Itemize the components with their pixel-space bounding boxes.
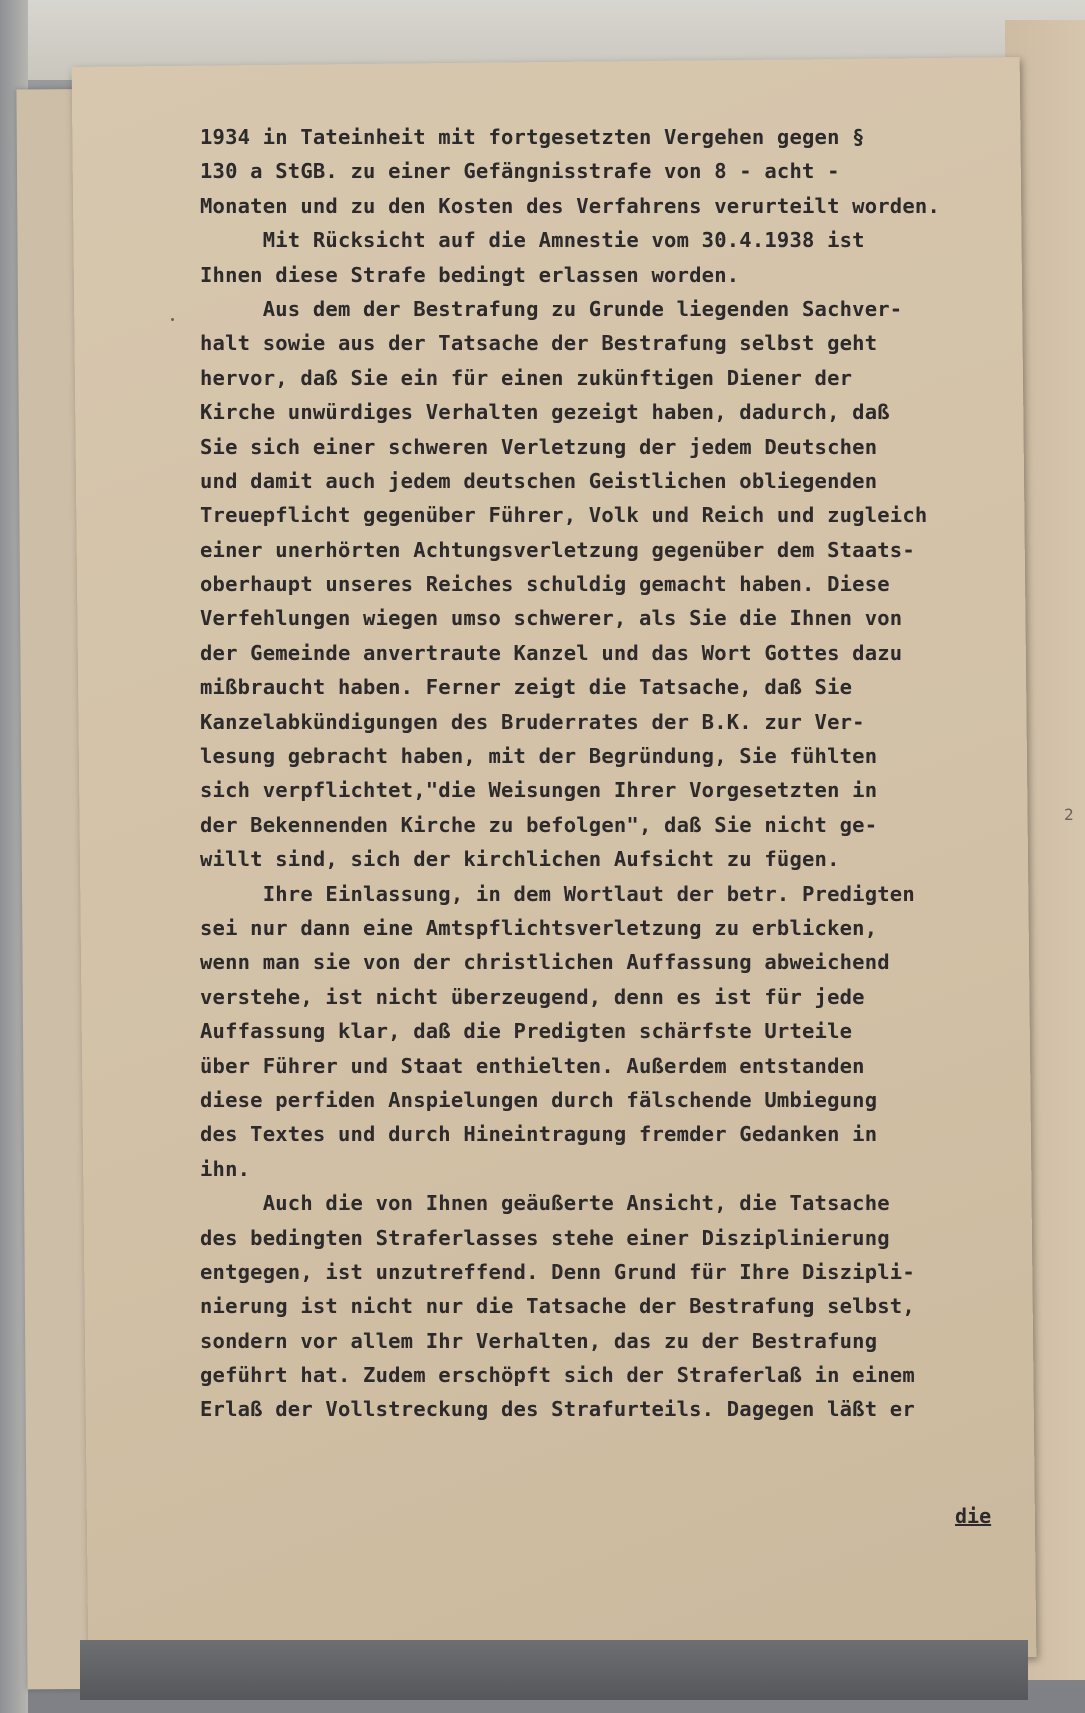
text-line: über Führer und Staat enthielten. Außerdem entstanden: [200, 1053, 865, 1078]
text-line: sei nur dann eine Amtspflichtsverletzung zu erblicken,: [200, 915, 878, 940]
text-line: Kirche unwürdiges Verhalten gezeigt haben, dadurch, daß: [200, 400, 890, 425]
text-line: 1934 in Tateinheit mit fortgesetzten Vergehen gegen §: [200, 125, 865, 149]
text-line: Aus dem der Bestrafung zu Grunde liegenden Sachver-: [200, 296, 903, 321]
text-line: entgegen, ist unzutreffend. Denn Grund für Ihre Diszipli-: [200, 1259, 915, 1284]
text-line: wenn man sie von der christlichen Auffassung abweichend: [200, 950, 890, 975]
text-line: mißbraucht haben. Ferner zeigt die Tatsache, daß Sie: [200, 675, 853, 700]
adjacent-page-number: 2: [1064, 805, 1074, 824]
text-line: diese perfiden Anspielungen durch fälschende Umbiegung: [200, 1087, 878, 1112]
text-line: Sie sich einer schweren Verletzung der jedem Deutschen: [200, 434, 878, 459]
text-line: lesung gebracht haben, mit der Begründung, Sie fühlten: [200, 744, 878, 769]
text-line: der Bekennenden Kirche zu befolgen", daß Sie nicht ge-: [200, 812, 878, 837]
text-line: des Textes und durch Hineintragung fremder Gedanken in: [200, 1122, 878, 1147]
text-line: Treuepflicht gegenüber Führer, Volk und Reich und zugleich: [200, 503, 928, 528]
text-line: Auch die von Ihnen geäußerte Ansicht, die Tatsache: [200, 1191, 890, 1216]
text-line: Erlaß der Vollstreckung des Strafurteils. Dagegen läßt er: [200, 1397, 915, 1422]
text-line: oberhaupt unseres Reiches schuldig gemacht haben. Diese: [200, 572, 890, 597]
text-line: verstehe, ist nicht überzeugend, denn es ist für jede: [200, 984, 865, 1009]
text-line: willt sind, sich der kirchlichen Aufsicht zu fügen.: [200, 847, 840, 872]
text-line: 130 a StGB. zu einer Gefängnisstrafe von 8 - acht -: [200, 159, 840, 184]
text-line: und damit auch jedem deutschen Geistlichen obliegenden: [200, 468, 878, 493]
text-line: einer unerhörten Achtungsverletzung gegenüber dem Staats-: [200, 537, 915, 562]
text-line: Ihre Einlassung, in dem Wortlaut der betr. Predigten: [200, 881, 915, 906]
text-line: Auffassung klar, daß die Predigten schärfste Urteile: [200, 1019, 853, 1044]
text-line: nierung ist nicht nur die Tatsache der Bestrafung selbst,: [200, 1294, 915, 1319]
text-line: geführt hat. Zudem erschöpft sich der Straferlaß in einem: [200, 1363, 915, 1388]
text-line: sondern vor allem Ihr Verhalten, das zu der Bestrafung: [200, 1328, 878, 1353]
text-line: ihn.: [200, 1156, 251, 1181]
text-line: des bedingten Straferlasses stehe einer Disziplinierung: [200, 1225, 890, 1250]
text-line: Mit Rücksicht auf die Amnestie vom 30.4.1938 ist: [200, 228, 865, 253]
catchword: die: [955, 1504, 992, 1528]
text-line: Kanzelabkündigungen des Bruderrates der B.K. zur Ver-: [200, 709, 865, 734]
margin-dot: [171, 318, 174, 321]
text-line: Ihnen diese Strafe bedingt erlassen worden.: [200, 262, 740, 287]
page-bottom-shadow: [80, 1640, 1028, 1700]
text-line: sich verpflichtet,"die Weisungen Ihrer Vorgesetzten in: [200, 778, 878, 803]
text-line: Monaten und zu den Kosten des Verfahrens verurteilt worden.: [200, 193, 940, 218]
text-line: halt sowie aus der Tatsache der Bestrafung selbst geht: [200, 331, 878, 356]
document-body: [200, 120, 940, 1427]
text-line: Verfehlungen wiegen umso schwerer, als Sie die Ihnen von: [200, 606, 903, 631]
text-line: hervor, daß Sie ein für einen zukünftigen Diener der: [200, 365, 853, 390]
text-line: der Gemeinde anvertraute Kanzel und das Wort Gottes dazu: [200, 640, 903, 665]
